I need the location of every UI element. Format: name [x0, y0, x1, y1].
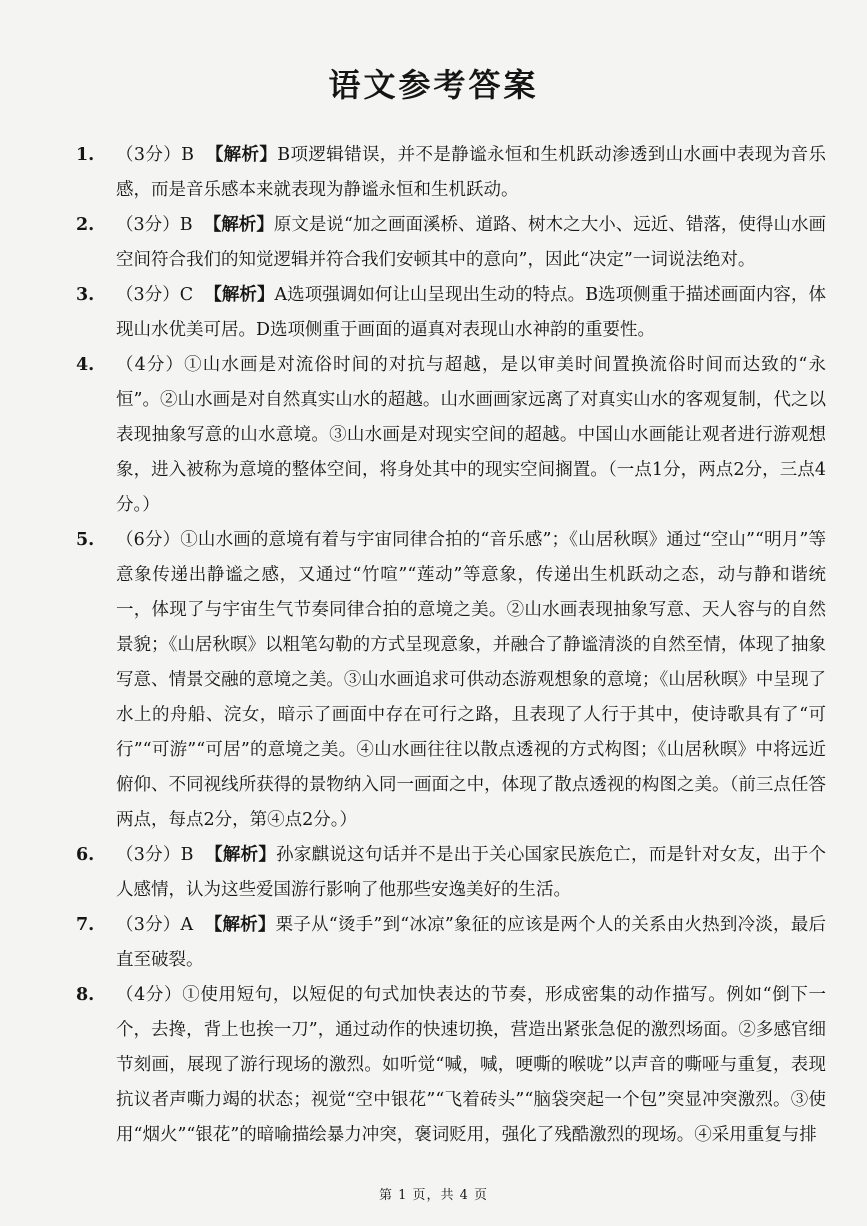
analysis-tag: 【解析】	[204, 915, 276, 935]
page-title: 语文参考答案	[328, 66, 539, 104]
page-footer: 第 1 页，共 4 页	[378, 1188, 489, 1203]
score-and-choice: （3分）A	[116, 915, 194, 935]
analysis-tag: 【解析】	[203, 215, 274, 235]
question-number: 8.	[76, 985, 95, 1005]
question-number: 2.	[76, 215, 95, 235]
answer-item-2	[76, 208, 826, 278]
answer-item-1	[76, 138, 826, 208]
answer-text: ①使用短句，以短促的句式加快表达的节奏，形成密集的动作描写。例如“倒下一个，去搀，背上也挨一刀”，通过动作的快速切换，营造出紧张急促的激烈场面。②多感官细节刻画，展现了游行现场的激烈。如听觉“喊，喊，哽嘶的喉咙”以声音的嘶哑与重复，表现抗议者声嘶力竭的状态；视觉“空中银花”“飞着砖头”“脑袋突起一个包”突显冲突激烈。③使用“烟火”“银花”的暗喻描绘暴力冲突，褒词贬用，强化了残酷激烈的现场。④采用重复与排	[116, 985, 826, 1145]
score-and-choice: （3分）B	[116, 845, 194, 865]
answer-item-6	[76, 838, 826, 908]
answer-item-8	[76, 978, 826, 1153]
answer-text: 栗子从“烫手”到“冰凉”象征的应该是两个人的关系由火热到冷淡，最后直至破裂。	[116, 915, 826, 970]
question-number: 6.	[76, 845, 95, 865]
answer-item-4	[76, 348, 826, 523]
answer-item-3	[76, 278, 826, 348]
analysis-tag: 【解析】	[205, 845, 277, 865]
score-label: （4分）	[116, 355, 185, 375]
question-number: 7.	[76, 915, 95, 935]
score-label: （4分）	[116, 985, 183, 1005]
score-and-choice: （3分）B	[116, 215, 193, 235]
answer-list	[76, 138, 826, 1153]
score-label: （6分）	[116, 530, 181, 550]
score-and-choice: （3分）C	[116, 285, 194, 305]
answer-text: 原文是说“加之画面溪桥、道路、树木之大小、远近、错落，使得山水画空间符合我们的知觉逻辑并符合我们安顿其中的意向”，因此“决定”一词说法绝对。	[116, 215, 826, 270]
analysis-tag: 【解析】	[204, 285, 275, 305]
answer-item-7	[76, 908, 826, 978]
answer-text: ①山水画是对流俗时间的对抗与超越，是以审美时间置换流俗时间而达致的“永恒”。②山水画是对自然真实山水的超越。山水画画家远离了对真实山水的客观复制，代之以表现抽象写意的山水意境。③山水画是对现实空间的超越。中国山水画能让观者进行游观想象，进入被称为意境的整体空间，将身处其中的现实空间搁置。（一点1分，两点2分，三点4分。）	[116, 355, 826, 515]
answer-text: ①山水画的意境有着与宇宙同律合拍的“音乐感”；《山居秋暝》通过“空山”“明月”等意象传递出静谧之感，又通过“竹喧”“莲动”等意象，传递出生机跃动之态，动与静和谐统一，体现了与宇宙生气节奏同律合拍的意境之美。②山水画表现抽象写意、天人容与的自然景貌；《山居秋暝》以粗笔勾勒的方式呈现意象，并融合了静谧清淡的自然至情，体现了抽象写意、情景交融的意境之美。③山水画追求可供动态游观想象的意境；《山居秋暝》中呈现了水上的舟船、浣女，暗示了画面中存在可行之路，且表现了人行于其中，使诗歌具有了“可行”“可游”“可居”的意境之美。④山水画往往以散点透视的方式构图；《山居秋暝》中将远近俯仰、不同视线所获得的景物纳入同一画面之中，体现了散点透视的构图之美。（前三点任答两点，每点2分，第④点2分。）	[116, 530, 826, 830]
answer-item-5	[76, 523, 826, 838]
score-and-choice: （3分）B	[116, 145, 194, 165]
question-number: 1.	[76, 145, 95, 165]
answer-text: 孙家麒说这句话并不是出于关心国家民族危亡，而是针对女友，出于个人感情，认为这些爱国游行影响了他那些安逸美好的生活。	[116, 845, 827, 900]
question-number: 5.	[76, 530, 95, 550]
answer-text: A选项强调如何让山呈现出生动的特点。B选项侧重于描述画面内容，体现山水优美可居。D选项侧重于画面的逼真对表现山水神韵的重要性。	[116, 285, 827, 340]
answer-text: B项逻辑错误，并不是静谧永恒和生机跃动渗透到山水画中表现为音乐感，而是音乐感本来就表现为静谧永恒和生机跃动。	[116, 145, 826, 200]
question-number: 3.	[76, 285, 95, 305]
analysis-tag: 【解析】	[205, 145, 278, 165]
question-number: 4.	[76, 355, 95, 375]
